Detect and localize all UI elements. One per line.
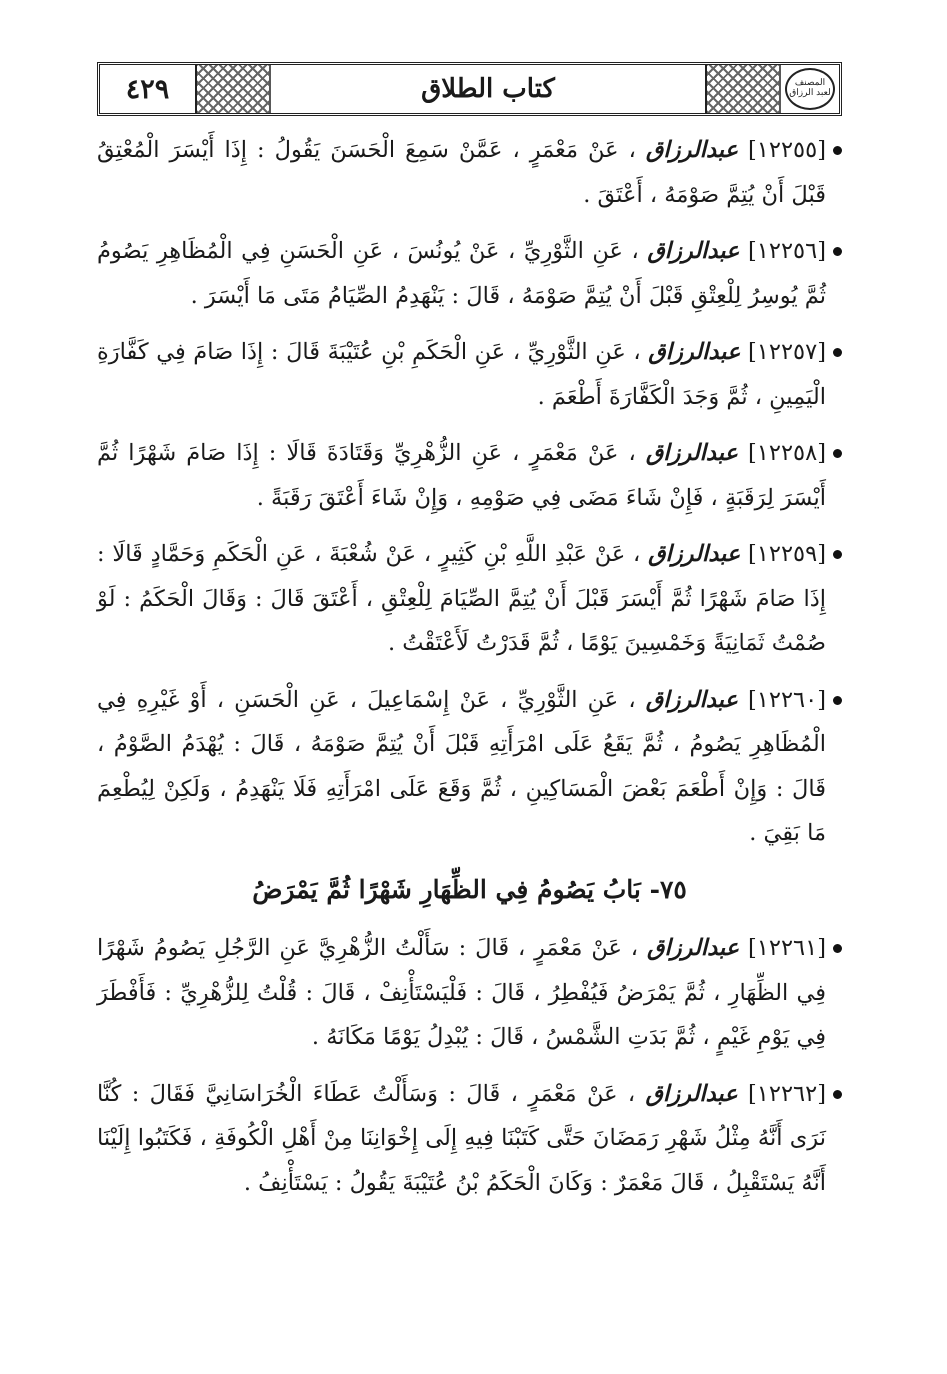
header-logo-box xyxy=(781,65,839,113)
hadith-narrator: عبدالرزاق xyxy=(645,1080,738,1107)
bullet-icon xyxy=(833,696,842,705)
page-number: ٤٢٩ xyxy=(100,65,197,113)
bullet-icon xyxy=(833,449,842,458)
hadith-entry xyxy=(97,128,842,217)
book-logo-seal: المصنف لعبد الرزاق xyxy=(785,68,835,110)
hadith-entry xyxy=(97,330,842,419)
hadith-narrator: عبدالرزاق xyxy=(648,339,741,365)
hadith-text: ، عَنْ مَعْمَرٍ ، قَالَ : سَأَلْتُ الزُّهْرِيَّ عَنِ الرَّجُلِ يَصُومُ شَهْرًا فِي الظِّهَارِ ، ثُمَّ يَمْرَضُ فَيُفْطِرُ ، قَالَ : فَلْيَسْتَأْنِفْ ، قَالَ : قُلْتُ لِلزُّهْرِيِّ : فَأَفْطَرَ فِي يَوْمِ غَيْمٍ ، ثُمَّ بَدَتِ الشَّمْسُ ، قَالَ : يُبْدِلُ يَوْمًا مَكَانَهُ . xyxy=(97,935,826,1050)
hadith-number: [١٢٢٦١] xyxy=(748,935,827,961)
header-ornament-left xyxy=(197,65,271,113)
hadith-entry xyxy=(97,229,842,318)
hadith-text: ، عَنْ عَبْدِ اللَّهِ بْنِ كَثِيرٍ ، عَنْ شُعْبَةَ ، عَنِ الْحَكَمِ وَحَمَّادٍ قَالَا : إِذَا صَامَ شَهْرًا ثُمَّ أَيْسَرَ قَبْلَ أَنْ يُتِمَّ الصِّيَامَ لِلْعِتْقِ ، أَعْتَقَ قَالَ : وَقَالَ الْحَكَمُ : لَوْ صُمْتُ ثَمَانِيَةً وَخَمْسِينَ يَوْمًا ، ثُمَّ قَدَرْتُ لَأَعْتَقْتُ . xyxy=(97,541,826,656)
bullet-icon xyxy=(833,1090,842,1099)
hadith-narrator: عبدالرزاق xyxy=(645,137,738,163)
hadith-number: [١٢٢٥٨] xyxy=(748,440,826,466)
hadith-entry xyxy=(97,532,842,666)
bullet-icon xyxy=(833,146,842,155)
bullet-icon xyxy=(833,348,842,357)
hadith-number: [١٢٢٥٦] xyxy=(748,238,827,264)
hadith-narrator: عبدالرزاق xyxy=(646,935,740,961)
bullet-icon xyxy=(833,550,842,559)
hadith-text: ، عَنِ الثَّوْرِيِّ ، عَنْ إِسْمَاعِيلَ ، عَنِ الْحَسَنِ ، أَوْ غَيْرِهِ فِي الْمُظَاهِرِ يَصُومُ ، ثُمَّ يَقَعُ عَلَى امْرَأَتِهِ قَبْلَ أَنْ يُتِمَّ صَوْمَهُ ، قَالَ : يُهْدَمُ الصَّوْمُ ، قَالَ : وَإِنْ أَطْعَمَ بَعْضَ الْمَسَاكِينِ ، ثُمَّ وَقَعَ عَلَى امْرَأَتِهِ فَلَا يَنْهَدِمُ ، وَلَكِنْ لِيُطْعِمَ مَا بَقِيَ . xyxy=(97,686,826,846)
bullet-icon xyxy=(833,247,842,256)
hadith-entry xyxy=(97,1072,842,1206)
hadith-text: ، عَنْ مَعْمَرٍ ، عَمَّنْ سَمِعَ الْحَسَنَ يَقُولُ : إِذَا أَيْسَرَ الْمُعْتِقُ قَبْلَ أَنْ يُتِمَّ صَوْمَهُ ، أَعْتَقَ . xyxy=(97,137,826,208)
book-title: كتاب الطلاق xyxy=(421,74,555,104)
header-ornament-right xyxy=(707,65,781,113)
hadith-entry xyxy=(97,431,842,520)
page-content xyxy=(97,128,842,1308)
chapter-heading: ٧٥- بَابُ يَصُومُ فِي الظِّهَارِ شَهْرًا ثُمَّ يَمْرَضُ xyxy=(252,874,687,904)
page-header xyxy=(97,62,842,116)
hadith-text: ، عَنْ مَعْمَرٍ ، عَنِ الزُّهْرِيِّ وَقَتَادَةَ قَالَا : إِذَا صَامَ شَهْرًا ثُمَّ أَيْسَرَ لِرَقَبَةٍ ، فَإِنْ شَاءَ مَضَى فِي صَوْمِهِ ، وَإِنْ شَاءَ أَعْتَقَ رَقَبَةً . xyxy=(97,440,826,511)
hadith-narrator: عبدالرزاق xyxy=(645,440,738,466)
header-title-box xyxy=(271,65,707,113)
hadith-narrator: عبدالرزاق xyxy=(645,686,738,713)
hadith-entry xyxy=(97,678,842,856)
hadith-number: [١٢٢٥٩] xyxy=(748,541,826,567)
hadith-narrator: عبدالرزاق xyxy=(648,541,741,567)
hadith-narrator: عبدالرزاق xyxy=(647,238,740,264)
hadith-number: [١٢٢٦٢] xyxy=(748,1080,826,1107)
hadith-number: [١٢٢٥٥] xyxy=(748,137,826,163)
hadith-text: ، عَنِ الثَّوْرِيِّ ، عَنْ يُونُسَ ، عَنِ الْحَسَنِ فِي الْمُظَاهِرِ يَصُومُ ثُمَّ يُوسِرُ لِلْعِتْقِ قَبْلَ أَنْ يُتِمَّ صَوْمَهُ ، قَالَ : يَنْهَدِمُ الصِّيَامُ مَتَى مَا أَيْسَرَ . xyxy=(97,238,826,309)
hadith-number: [١٢٢٥٧] xyxy=(748,339,826,365)
hadith-text: ، عَنِ الثَّوْرِيِّ ، عَنِ الْحَكَمِ بْنِ عُتَيْبَةَ قَالَ : إِذَا صَامَ فِي كَفَّارَةِ الْيَمِينِ ، ثُمَّ وَجَدَ الْكَفَّارَةَ أَطْعَمَ . xyxy=(97,339,826,410)
hadith-text: ، عَنْ مَعْمَرٍ ، قَالَ : وَسَأَلْتُ عَطَاءَ الْخُرَاسَانِيَّ فَقَالَ : كُنَّا نَرَى أَنَّهُ مِثْلُ شَهْرِ رَمَضَانَ حَتَّى كَتَبْنَا فِيهِ إِلَى إِخْوَانِنَا مِنْ أَهْلِ الْكُوفَةِ ، فَكَتَبُوا إِلَيْنَا أَنَّهُ يَسْتَقْبِلُ ، قَالَ مَعْمَرٌ : وَكَانَ الْحَكَمُ بْنُ عُتَيْبَةَ يَقُولُ : يَسْتَأْنِفُ . xyxy=(97,1080,826,1196)
hadith-number: [١٢٢٦٠] xyxy=(748,686,826,713)
bullet-icon xyxy=(833,944,842,953)
hadith-entry xyxy=(97,926,842,1060)
